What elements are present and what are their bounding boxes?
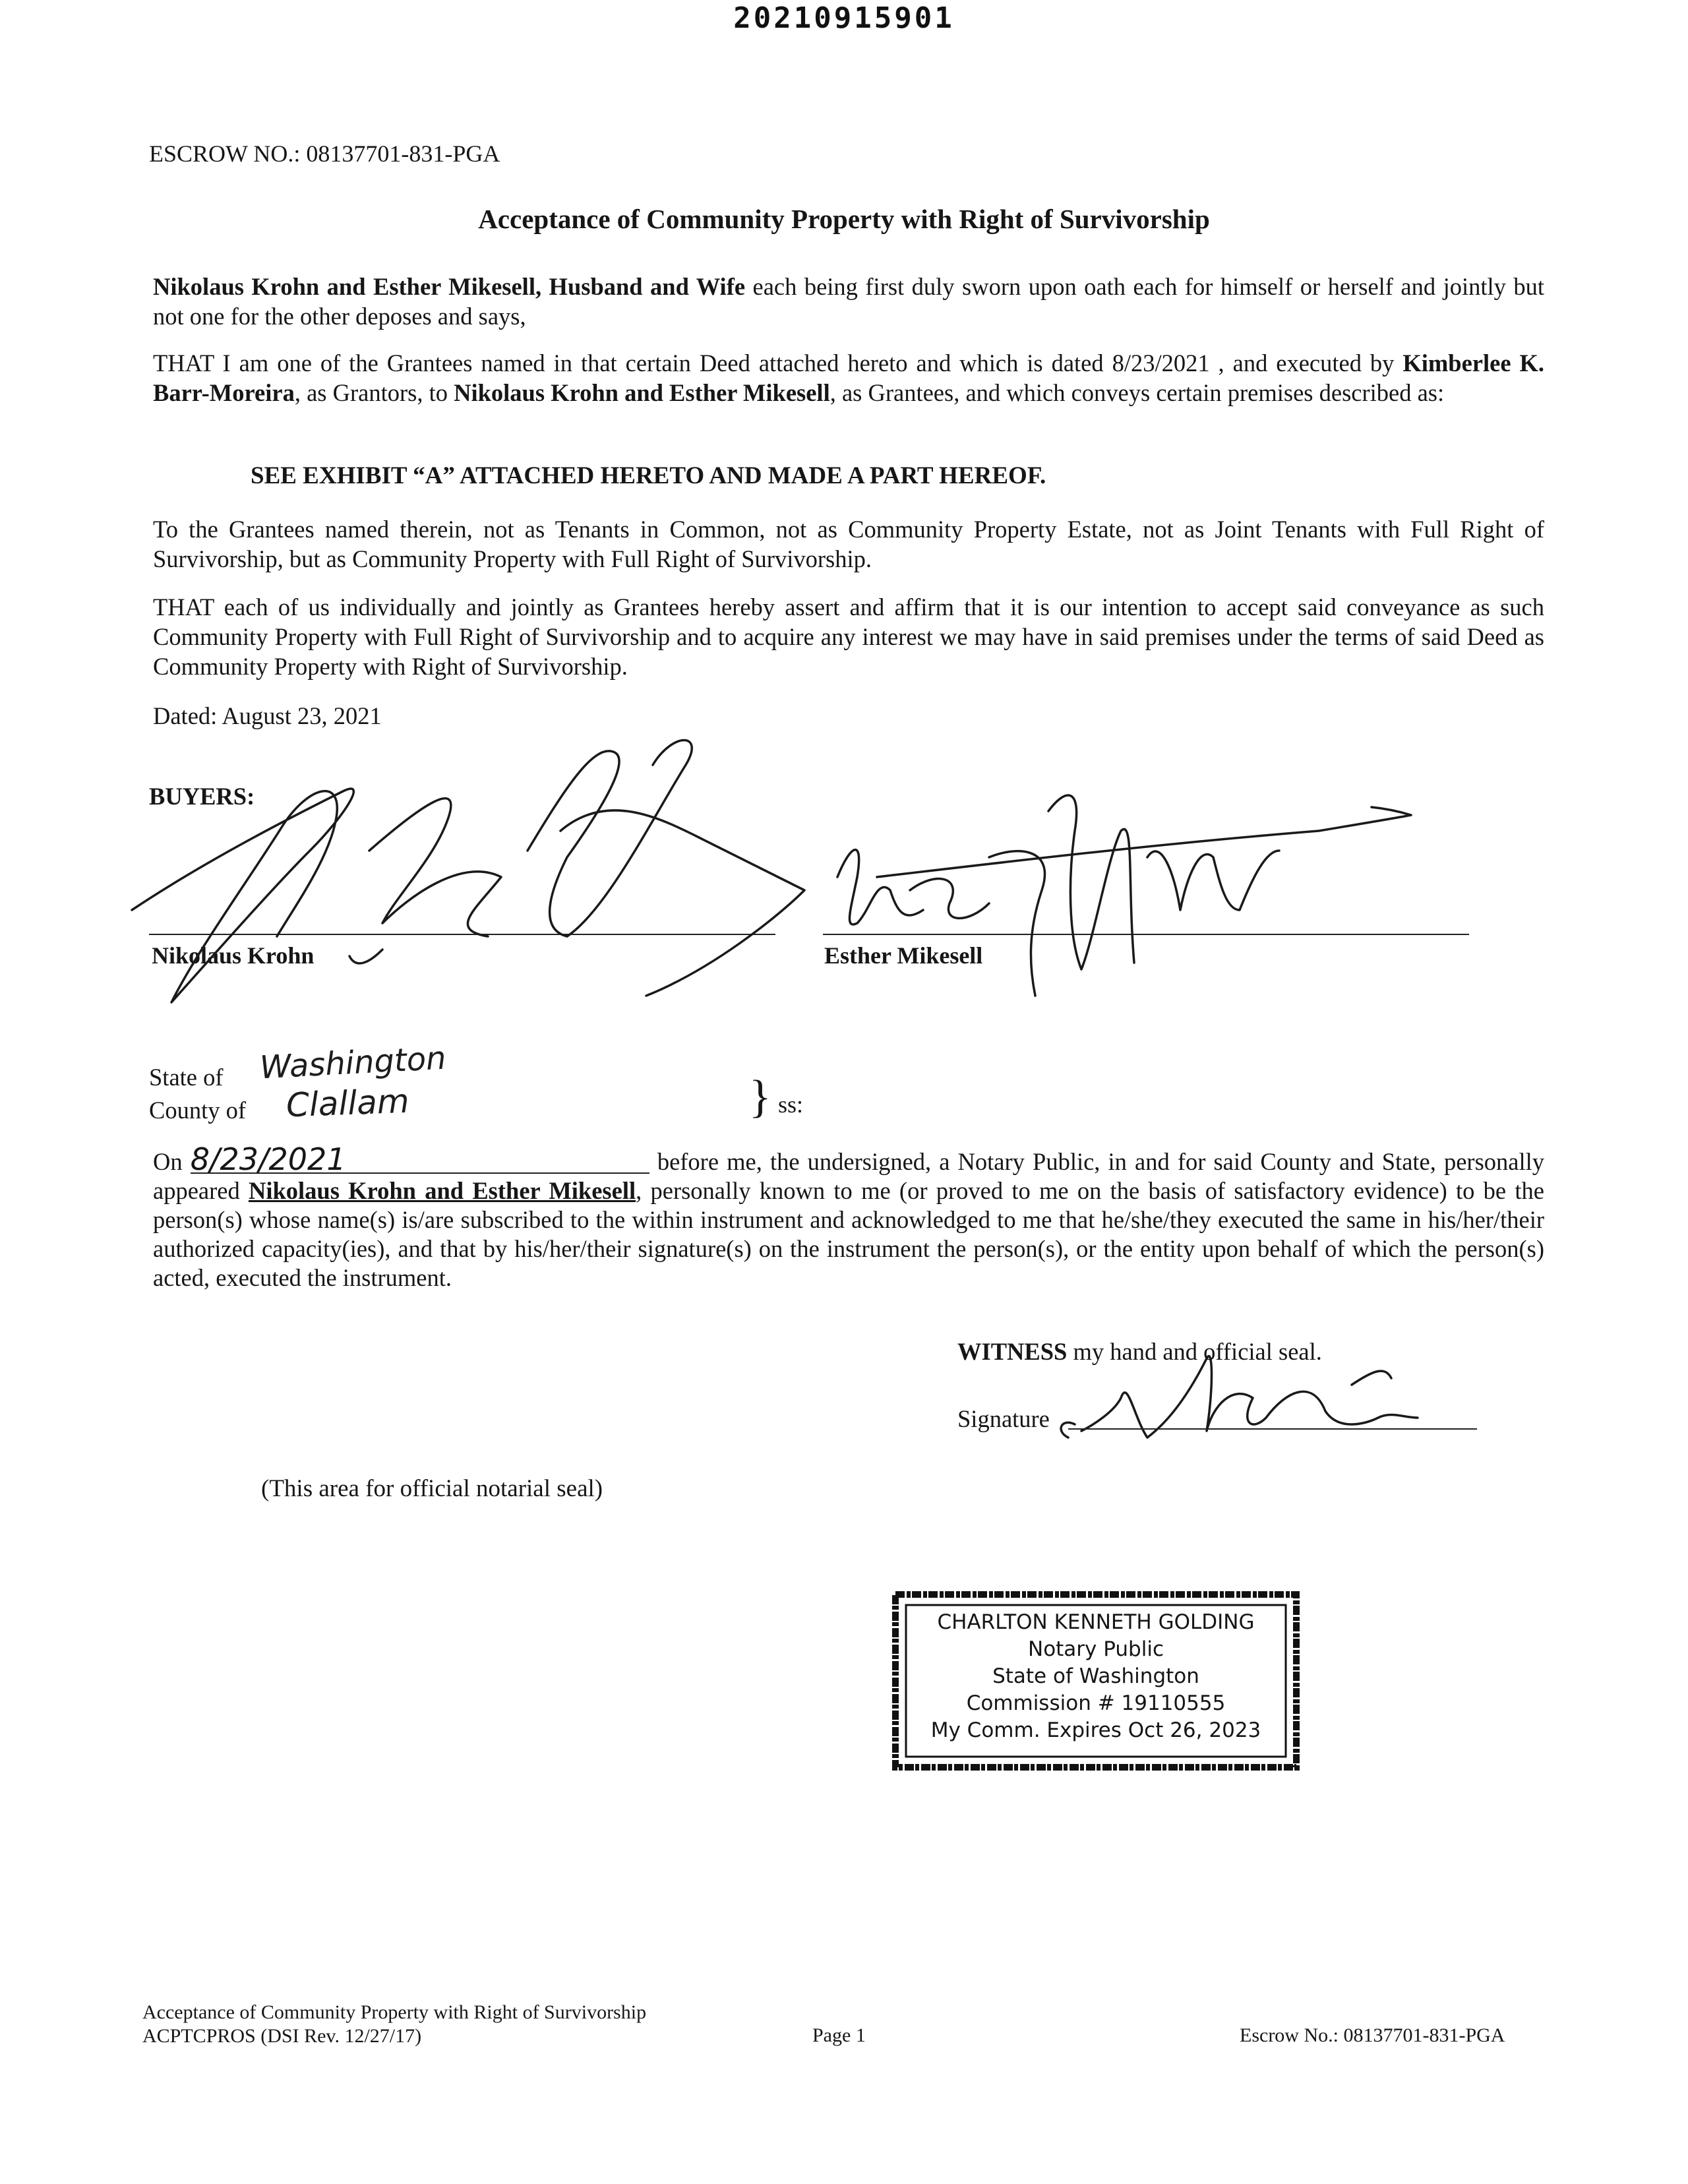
witness-label: WITNESS [957,1338,1068,1365]
notary-stamp [909,1609,1283,1744]
footer-escrow-number: Escrow No.: 08137701-831-PGA [1240,2024,1505,2046]
witness-text: my hand and official seal. [1067,1338,1322,1365]
buyers-label: BUYERS: [149,783,255,810]
buyer2-name: Esther Mikesell [824,942,983,969]
exhibit-reference: SEE EXHIBIT “A” ATTACHED HERETO AND MADE A PART HEREOF. [251,462,1046,489]
brace-glyph: } [749,1072,771,1122]
buyer1-name: Nikolaus Krohn [152,942,315,969]
deed-text-c: , as Grantees, and which conveys certain premises described as: [829,379,1445,406]
deed-text-b: , as Grantors, to [294,379,454,406]
on-label: On [153,1148,191,1175]
stamp-title: Notary Public [1028,1637,1164,1661]
recording-number: 20210915901 [733,1,955,35]
footer-page-number: Page 1 [812,2024,866,2046]
paragraph-oath [153,272,1544,331]
notary-signature-line [1068,1428,1477,1430]
stamp-notary-name: CHARLTON KENNETH GOLDING [937,1610,1255,1634]
notary-acknowledgment [153,1141,1545,1292]
grantor-name: Kimberlee K. Barr-Moreira [153,349,1545,406]
dated-line: Dated: August 23, 2021 [153,702,382,729]
buyer2-signature-line [823,934,1469,935]
grantee-names: Nikolaus Krohn and Esther Mikesell, Husband and Wife [153,273,746,300]
stamp-state: State of Washington [992,1664,1199,1688]
document-title: Acceptance of Community Property with Right of Survivorship [478,204,1210,234]
notary-signature-label: Signature [957,1405,1050,1432]
stamp-expiration: My Comm. Expires Oct 26, 2023 [930,1718,1261,1742]
state-label: State of [149,1064,224,1091]
notary-date-handwritten: 8/23/2021 [191,1146,649,1174]
appeared-names: Nikolaus Krohn and Esther Mikesell [248,1177,636,1204]
state-handwritten: Washington [258,1039,447,1087]
notary-signature [1061,1356,1418,1438]
paragraph-deed [153,348,1544,408]
county-handwritten: Clallam [286,1081,410,1125]
escrow-number: ESCROW NO.: 08137701-831-PGA [149,140,500,167]
seal-area-label: (This area for official notarial seal) [261,1475,603,1502]
acknowledgment-text-a: before me, the undersigned, a Notary Public, in and for said County and State, personally appeared [153,1148,1545,1204]
footer-form-info [142,2001,646,2048]
grantees-name: Nikolaus Krohn and Esther Mikesell [454,379,830,406]
ss-label: ss: [778,1091,804,1118]
paragraph-tenancy: To the Grantees named therein, not as Tenants in Common, not as Community Property Estate, not as Joint Tenants with Full Right of Survivorship, but as Community Property with Full Right of Survivorship. [153,516,1544,572]
footer-form-code: ACPTCPROS (DSI Rev. 12/27/17) [142,2025,422,2047]
deed-text-a: THAT I am one of the Grantees named in that certain Deed attached hereto and which is dated 8/23/2021 , and executed by [153,349,1403,377]
county-label: County of [149,1097,247,1124]
oath-text: each being first duly sworn upon oath each for himself or herself and jointly but not one for the other deposes and says, [153,273,1544,330]
paragraph-affirmation: THAT each of us individually and jointly as Grantees hereby assert and affirm that it is our intention to accept said conveyance as such Community Property with Full Right of Survivorship and to acquire any interest we may have in said premises under the terms of said Deed as Community Property with Right of Survivorship. [153,593,1544,680]
witness-line [957,1337,1322,1366]
stamp-commission: Commission # 19110555 [966,1691,1226,1715]
footer-form-title: Acceptance of Community Property with Right of Survivorship [142,2001,647,2023]
acknowledgment-text-b: , personally known to me (or proved to me on the basis of satisfactory evidence) to be the person(s) whose name(s) is/are subscribed to the within instrument and acknowledged to me that he/she/they executed the same in his/her/their authorized capacity(ies), and that by his/her/their signature(s) on the instrument the person(s), or the entity upon behalf of which the person(s) acted, executed the instrument. [153,1177,1544,1291]
buyer1-signature-line [149,934,775,935]
